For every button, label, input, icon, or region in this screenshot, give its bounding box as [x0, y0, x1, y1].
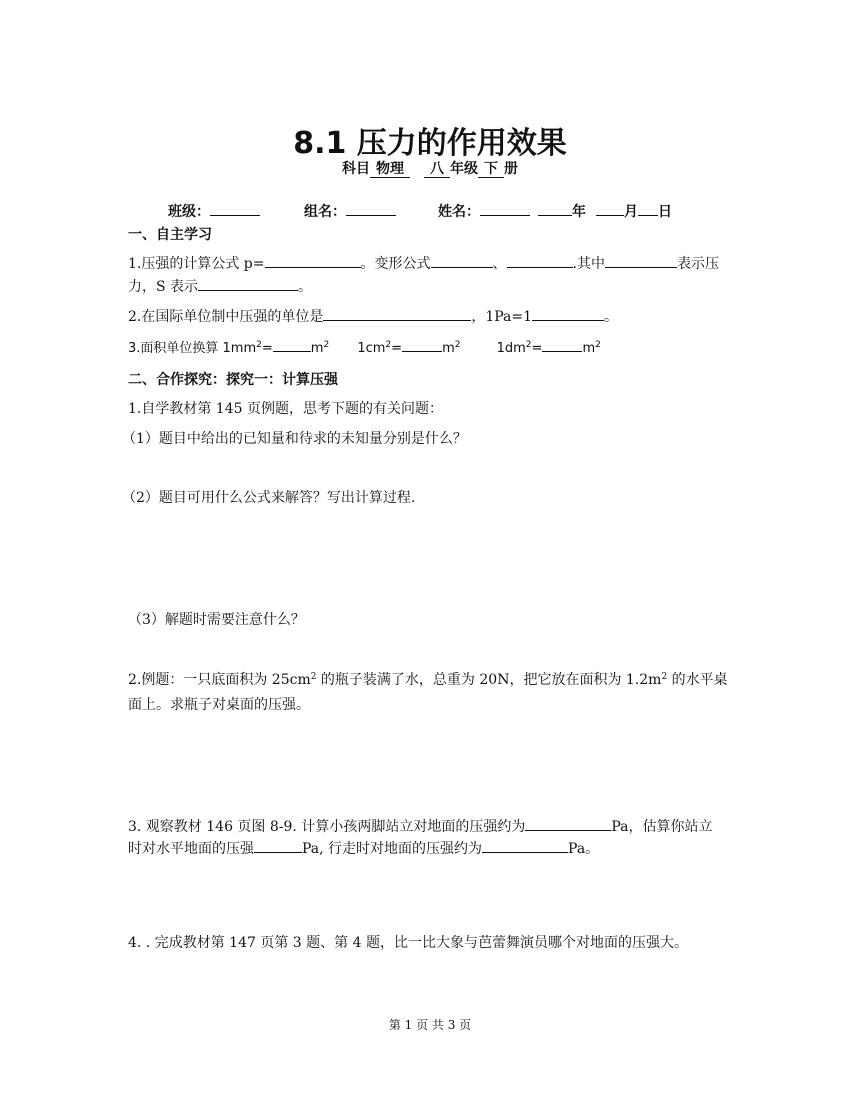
q3-eq-2: = [391, 341, 403, 356]
s2-q3-line2 [128, 838, 599, 858]
q3-text-a: 3.面积单位换算 1mm [128, 341, 257, 356]
s2-q2-line2: 面上。求瓶子对桌面的压强。 [128, 697, 310, 713]
sup-2: 2 [256, 340, 262, 350]
q3-unit-2: m [442, 341, 455, 356]
sup-2: 2 [595, 340, 601, 350]
month-label: 月 [624, 204, 638, 220]
q2-text-a: 2.在国际单位制中压强的单位是 [128, 309, 324, 325]
q2-text-c: 。 [604, 309, 619, 325]
q3-eq-3: = [531, 341, 543, 356]
dm2-blank[interactable] [542, 351, 582, 352]
walking-pressure-blank[interactable] [482, 852, 568, 853]
q2-example-text-b: 的瓶子装满了水，总重为 20N，把它放在面积为 1.2m [316, 672, 662, 688]
q2-text-b: ，1Pa=1 [471, 309, 533, 325]
day-field[interactable] [638, 215, 658, 216]
q1-text-c: 、 [492, 256, 507, 272]
standing-pressure-blank[interactable] [254, 852, 302, 853]
volume-label: 册 [504, 161, 518, 177]
page-footer: 第 1 页 共 3 页 [388, 1018, 472, 1032]
year-field[interactable] [538, 215, 572, 216]
year-label: 年 [572, 204, 586, 220]
q3-observe-text-c: 时对水平地面的压强 [128, 841, 254, 857]
class-label: 班级： [168, 204, 210, 220]
s2-q1-2: （2）题目可用什么公式来解答？写出计算过程. [122, 490, 416, 506]
q3-observe-text-e: Pa。 [568, 841, 600, 857]
class-field[interactable] [210, 215, 260, 216]
sup-2: 2 [385, 340, 392, 350]
q1-text-a: 1.压强的计算公式 p= [128, 256, 265, 272]
q2-example-text-c: 的水平桌 [667, 672, 728, 688]
grade-label: 年级 [450, 161, 478, 177]
section1-heading: 一、自主学习 [128, 227, 212, 243]
name-field[interactable] [480, 215, 530, 216]
s1-q3 [128, 337, 601, 356]
q3-observe-text-a: 3. 观察教材 146 页图 8-9. 计算小孩两脚站立对地面的压强约为 [128, 819, 526, 835]
s2-q2-line1 [128, 669, 728, 689]
s-meaning-blank[interactable] [198, 290, 298, 291]
name-label: 姓名： [438, 204, 480, 220]
q3-unit-3: m [582, 341, 596, 356]
q1-text-d: .其中 [572, 256, 605, 272]
grade-value: 八 [424, 162, 450, 178]
day-label: 日 [658, 204, 672, 220]
sup-2: 2 [525, 340, 532, 350]
student-info-row [168, 201, 672, 221]
section2-heading: 二、合作探究：探究一：计算压强 [128, 372, 338, 388]
s1-q2 [128, 306, 618, 326]
pressure-unit-blank[interactable] [323, 320, 471, 321]
s1-q1-line1 [128, 253, 719, 273]
group-label: 组名： [304, 204, 346, 220]
s1-q1-line2 [128, 276, 312, 296]
q3-text-c: 1dm [496, 341, 526, 356]
q3-eq-1: = [261, 341, 273, 356]
q1-text-f: 力，S 表示 [128, 279, 199, 295]
volume-value: 下 [478, 162, 504, 178]
variant-formula-blank-2[interactable] [507, 267, 573, 268]
q1-text-g: 。 [298, 279, 313, 295]
sup-2: 2 [661, 672, 668, 682]
s2-q3-line1 [128, 816, 712, 836]
q3-observe-text-b: Pa，估算你站立 [611, 819, 713, 835]
pa-definition-blank[interactable] [532, 320, 604, 321]
s2-q4: 4. . 完成教材第 147 页第 3 题、第 4 题，比一比大象与芭蕾舞演员哪个对地面的压强大。 [128, 935, 688, 951]
q1-text-e: 表示压 [676, 256, 719, 272]
cm2-blank[interactable] [402, 351, 442, 352]
variant-formula-blank-1[interactable] [431, 267, 493, 268]
subject-value: 物理 [370, 162, 410, 178]
formula-blank[interactable] [265, 267, 361, 268]
s2-q1: 1.自学教材第 145 页例题，思考下题的有关问题： [128, 401, 443, 417]
subject-label: 科目 [342, 161, 370, 177]
s2-q1-3: （3）解题时需要注意什么？ [128, 612, 305, 628]
q1-text-b: 。变形公式 [360, 256, 431, 272]
s2-q1-1: （1）题目中给出的已知量和待求的未知量分别是什么？ [122, 431, 467, 447]
page-title: 8.1 压力的作用效果 [293, 126, 567, 161]
sup-2: 2 [454, 340, 461, 350]
f-meaning-blank[interactable] [605, 267, 677, 268]
q2-example-text-a: 2.例题：一只底面积为 25cm [128, 672, 311, 688]
q3-unit-1: m [310, 341, 324, 356]
subject-line [0, 158, 860, 178]
q3-observe-text-d: Pa, 行走时对地面的压强约为 [302, 841, 483, 857]
mm2-blank[interactable] [273, 351, 311, 352]
child-pressure-blank[interactable] [525, 830, 611, 831]
month-field[interactable] [596, 215, 624, 216]
q3-text-b: 1cm [357, 341, 386, 356]
sup-2: 2 [323, 340, 330, 350]
sup-2: 2 [310, 672, 317, 682]
group-field[interactable] [346, 215, 396, 216]
